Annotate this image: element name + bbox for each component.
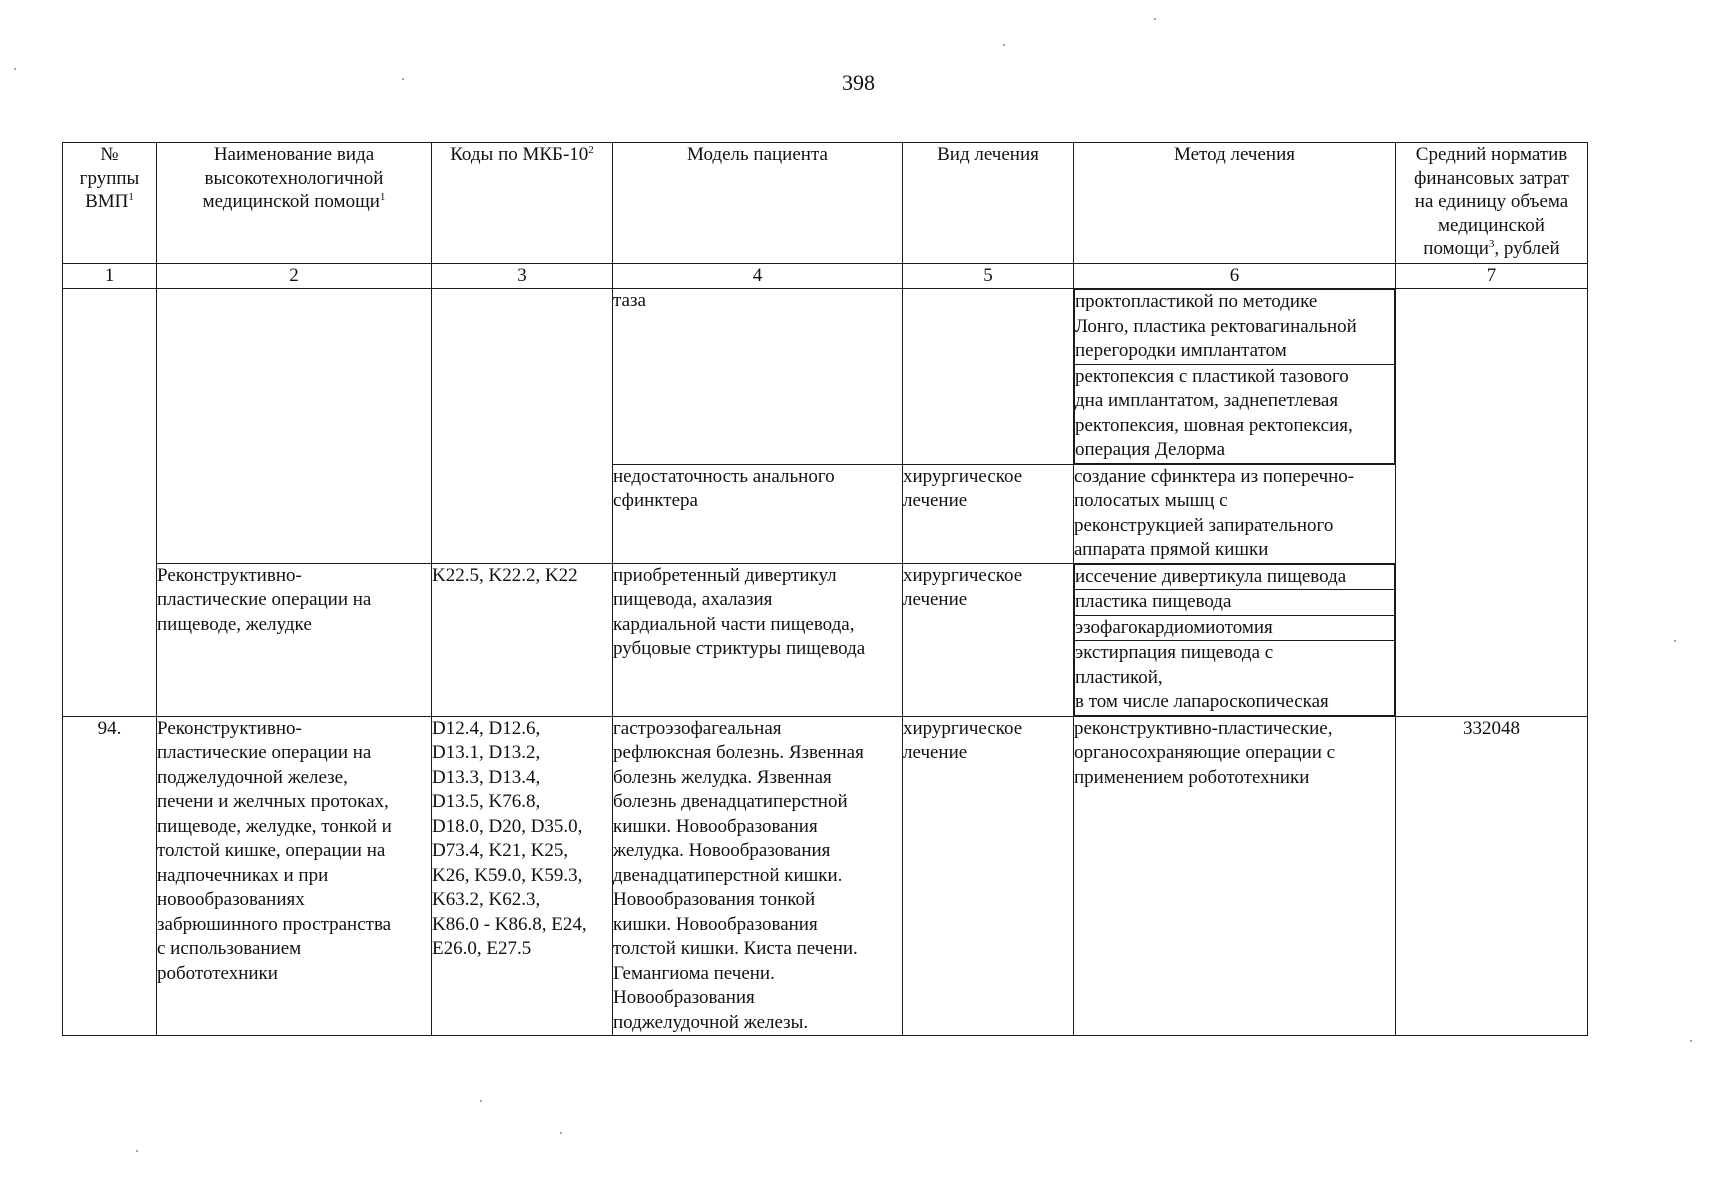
text-line: болезнь двенадцатиперстной — [613, 791, 848, 812]
text-line: забрюшинного пространства — [157, 913, 392, 935]
header-line: финансовых затрат — [1414, 167, 1569, 189]
table-row — [63, 289, 1588, 465]
text-line: ректопексия, шовная ректопексия, — [1075, 414, 1353, 436]
scan-speck — [1154, 18, 1156, 20]
header-care-type — [157, 143, 432, 264]
text-line: новообразованиях — [157, 889, 305, 910]
patient-model-cell — [613, 464, 903, 563]
text-line: пластические операции на — [157, 589, 372, 610]
scan-speck — [136, 1150, 138, 1152]
text-line: Реконструктивно- — [157, 717, 302, 739]
text-line: реконструкцией запирательного — [1074, 514, 1334, 536]
method-item: эзофагокардиомиотомия — [1075, 615, 1395, 641]
text-line: рефлюксная болезнь. Язвенная — [613, 742, 864, 763]
text-line: хирургическое — [903, 717, 1023, 739]
text-line: D13.3, D13.4, — [432, 766, 541, 788]
group-number-cell — [63, 289, 157, 717]
text-line: D18.0, D20, D35.0, — [432, 815, 583, 837]
text-line: Лонго, пластика ректовагинальной — [1075, 315, 1357, 337]
column-number: 3 — [432, 264, 613, 289]
header-group-number — [63, 143, 157, 264]
text-line: гастроэзофагеальная — [613, 717, 782, 739]
text-line: проктопластикой по методике — [1075, 291, 1318, 312]
text-line: K26, K59.0, K59.3, — [432, 864, 583, 886]
text-line: E26.0, E27.5 — [432, 938, 532, 959]
text-line: в том числе лапароскопическая — [1075, 691, 1329, 712]
header-line: на единицу объема — [1414, 191, 1569, 212]
table-row — [63, 563, 1588, 716]
text-line: печени и желчных протоках, — [157, 791, 389, 812]
method-item — [1075, 364, 1395, 463]
text-line: D73.4, K21, K25, — [432, 840, 569, 861]
text-line: кардиальной части пищевода, — [613, 613, 855, 635]
icd-codes-cell — [432, 716, 613, 1036]
scan-speck — [14, 68, 16, 70]
text-line: лечение — [903, 742, 968, 763]
treatment-method-cell — [1074, 464, 1396, 563]
scan-speck — [1003, 44, 1005, 46]
text-line: Реконструктивно- — [157, 564, 302, 586]
cost-cell: 332048 — [1396, 716, 1588, 1036]
care-type-cell — [157, 563, 432, 716]
treatment-type-cell — [903, 716, 1074, 1036]
text-line: толстой кишке, операции на — [157, 840, 386, 861]
text-line: пластикой, — [1075, 666, 1163, 688]
icd-codes-cell — [432, 289, 613, 564]
text-line: желудка. Новообразования — [613, 840, 831, 861]
patient-model-cell — [613, 563, 903, 716]
text-line: с использованием — [157, 938, 302, 959]
header-line: ВМП$^1$ — [85, 191, 134, 212]
treatment-method-cell — [1074, 289, 1396, 465]
patient-model-cell — [613, 289, 903, 465]
header-treatment-method: Метод лечения — [1074, 143, 1396, 264]
text-line: приобретенный дивертикул — [613, 564, 837, 586]
text-line: таза — [613, 290, 646, 311]
text-line: толстой кишки. Киста печени. — [613, 938, 858, 959]
text-line: K63.2, K62.3, — [432, 889, 541, 910]
header-line: Наименование вида — [213, 144, 375, 165]
method-item — [1075, 290, 1395, 365]
care-type-cell — [157, 289, 432, 564]
text-line: пищеводе, желудке — [157, 613, 312, 635]
method-item: пластика пищевода — [1075, 590, 1395, 616]
header-cost-standard — [1396, 143, 1588, 264]
header-line: медицинской помощи$^1$ — [202, 191, 386, 212]
table-row — [63, 716, 1588, 1036]
column-number-row — [63, 264, 1588, 289]
header-treatment-type: Вид лечения — [903, 143, 1074, 264]
page-number: 398 — [842, 70, 875, 95]
text-line: K22.5, K22.2, K22 — [432, 564, 578, 586]
treatment-method-cell — [1074, 716, 1396, 1036]
method-item — [1075, 641, 1395, 716]
header-icd-codes: Коды по МКБ-$10^2$ — [432, 143, 613, 264]
text-line: пищевода, ахалазия — [613, 589, 773, 610]
header-line: медицинской — [1438, 214, 1545, 236]
header-line: Средний норматив — [1415, 144, 1568, 165]
text-line: D12.4, D12.6, — [432, 717, 541, 739]
text-line: Новообразования — [613, 987, 755, 1008]
header-line: № — [100, 144, 119, 165]
text-line: K86.0 - K86.8, E24, — [432, 913, 587, 935]
text-line: пластические операции на — [157, 742, 372, 763]
column-number: 6 — [1074, 264, 1396, 289]
column-number: 4 — [613, 264, 903, 289]
header-line: группы — [79, 167, 140, 189]
scan-speck — [1674, 640, 1676, 642]
text-line: D13.5, K76.8, — [432, 791, 541, 812]
text-line: болезнь желудка. Язвенная — [613, 766, 832, 788]
text-line: Гемангиома печени. — [613, 962, 775, 984]
column-number: 2 — [157, 264, 432, 289]
text-line: операция Делорма — [1075, 439, 1226, 460]
treatment-type-cell — [903, 289, 1074, 465]
text-line: дна имплантатом, заднепетлевая — [1075, 390, 1339, 411]
column-number: 5 — [903, 264, 1074, 289]
method-list — [1074, 289, 1395, 464]
text-line: экстирпация пищевода с — [1075, 642, 1274, 663]
text-line: применением робототехники — [1074, 766, 1310, 788]
text-line: поджелудочной железе, — [157, 766, 348, 788]
text-line: хирургическое — [903, 564, 1023, 586]
text-line: надпочечниках и при — [157, 864, 329, 886]
text-line: пищеводе, желудке, тонкой и — [157, 815, 392, 837]
text-line: перегородки имплантатом — [1075, 340, 1287, 361]
text-line: двенадцатиперстной кишки. — [613, 864, 843, 886]
text-line: кишки. Новообразования — [613, 815, 818, 837]
text-line: лечение — [903, 490, 968, 511]
treatment-method-cell — [1074, 563, 1396, 716]
column-number: 7 — [1396, 264, 1588, 289]
vmp-table — [62, 142, 1588, 1036]
scan-speck — [402, 78, 404, 80]
scan-speck — [1690, 1040, 1692, 1042]
scan-speck — [480, 1100, 482, 1102]
text-line: создание сфинктера из поперечно- — [1074, 465, 1355, 487]
scan-speck — [560, 1132, 562, 1134]
text-line: Новообразования тонкой — [613, 889, 816, 910]
text-line: хирургическое — [903, 465, 1023, 487]
text-line: органосохраняющие операции с — [1074, 742, 1336, 763]
group-number-cell: 94. — [63, 716, 157, 1036]
text-line: лечение — [903, 589, 968, 610]
care-type-cell — [157, 716, 432, 1036]
patient-model-cell — [613, 716, 903, 1036]
header-line: высокотехнологичной — [204, 167, 384, 189]
text-line: поджелудочной железы. — [613, 1011, 809, 1033]
header-patient-model: Модель пациента — [613, 143, 903, 264]
method-list — [1074, 564, 1395, 716]
text-line: робототехники — [157, 962, 278, 984]
text-line: полосатых мышц с — [1074, 490, 1228, 511]
text-line: рубцовые стриктуры пищевода — [613, 638, 866, 659]
method-item: иссечение дивертикула пищевода — [1075, 564, 1395, 590]
icd-codes-cell — [432, 563, 613, 716]
treatment-type-cell — [903, 563, 1074, 716]
text-line: D13.1, D13.2, — [432, 742, 541, 763]
text-line: реконструктивно-пластические, — [1074, 717, 1333, 739]
text-line: сфинктера — [613, 490, 698, 511]
table-header-row — [63, 143, 1588, 264]
text-line: недостаточность анального — [613, 465, 835, 487]
cost-cell — [1396, 289, 1588, 717]
text-line: аппарата прямой кишки — [1074, 539, 1269, 560]
text-line: кишки. Новообразования — [613, 913, 818, 935]
treatment-type-cell — [903, 464, 1074, 563]
column-number: 1 — [63, 264, 157, 289]
text-line: ректопексия с пластикой тазового — [1075, 365, 1349, 387]
header-line: помощи$^3$, рублей — [1423, 238, 1560, 259]
